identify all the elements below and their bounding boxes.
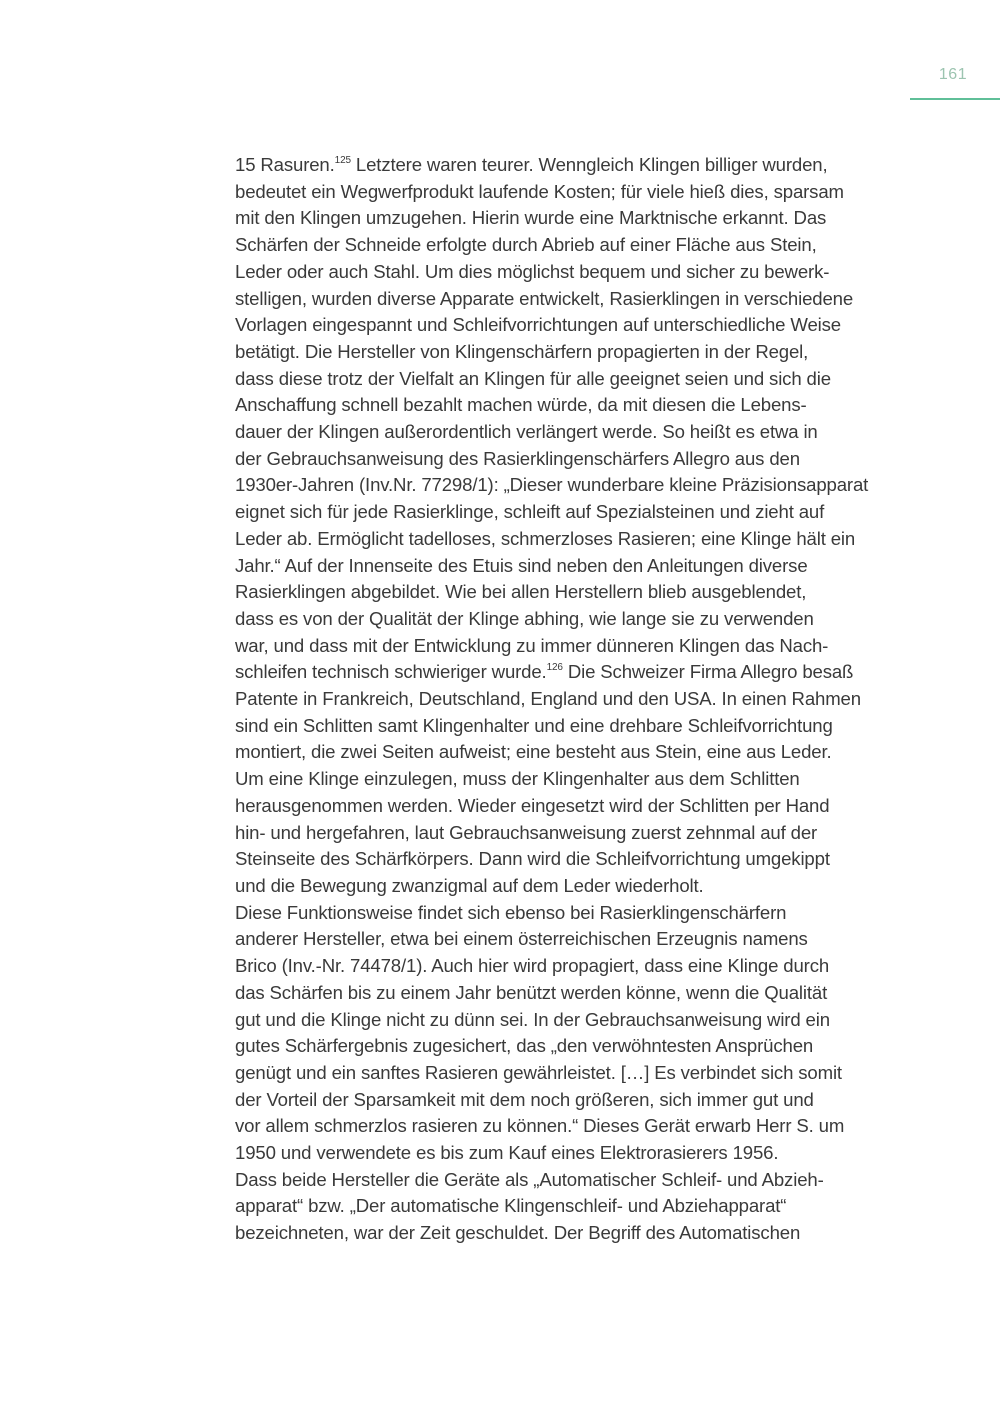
text-line xyxy=(235,633,905,660)
text-segment: Steinseite des Schärfkörpers. Dann wird die Schleifvorrichtung umgekippt xyxy=(235,848,830,870)
text-segment: Jahr.“ Auf der Innenseite des Etuis sind neben den Anleitungen diverse xyxy=(235,554,808,576)
text-segment: sind ein Schlitten samt Klingenhalter und eine drehbare Schleifvorrichtung xyxy=(235,714,833,736)
text-line xyxy=(235,1007,905,1034)
text-line xyxy=(235,286,905,313)
text-segment: Anschaffung schnell bezahlt machen würde, da mit diesen die Lebens- xyxy=(235,394,807,416)
text-line xyxy=(235,232,905,259)
text-segment: montiert, die zwei Seiten aufweist; eine besteht aus Stein, eine aus Leder. xyxy=(235,741,832,763)
text-segment: 1930er-Jahren (Inv.Nr. 77298/1): „Dieser wunderbare kleine Präzisionsapparat xyxy=(235,474,869,496)
text-line xyxy=(235,1140,905,1167)
text-segment: hin- und hergefahren, laut Gebrauchsanweisung zuerst zehnmal auf der xyxy=(235,821,818,843)
text-segment: Leder oder auch Stahl. Um dies möglichst bequem und sicher zu bewerk- xyxy=(235,260,830,282)
text-line xyxy=(235,446,905,473)
text-line xyxy=(235,1060,905,1087)
text-line xyxy=(235,205,905,232)
text-segment: stelligen, wurden diverse Apparate entwickelt, Rasierklingen in verschiedene xyxy=(235,287,854,309)
text-segment: schleifen technisch schwieriger wurde. xyxy=(235,661,547,683)
text-segment: gut und die Klinge nicht zu dünn sei. In der Gebrauchsanweisung wird ein xyxy=(235,1008,830,1030)
text-segment: Patente in Frankreich, Deutschland, England und den USA. In einen Rahmen xyxy=(235,688,861,710)
text-line xyxy=(235,366,905,393)
text-segment: war, und dass mit der Entwicklung zu immer dünneren Klingen das Nach- xyxy=(235,634,829,656)
text-line xyxy=(235,1033,905,1060)
text-segment: anderer Hersteller, etwa bei einem österreichischen Erzeugnis namens xyxy=(235,928,808,950)
text-line xyxy=(235,820,905,847)
text-line xyxy=(235,900,905,927)
text-line xyxy=(235,152,905,179)
text-segment: apparat“ bzw. „Der automatische Klingenschleif- und Abziehapparat“ xyxy=(235,1195,787,1217)
text-segment: vor allem schmerzlos rasieren zu können.“ Dieses Gerät erwarb Herr S. um xyxy=(235,1115,845,1137)
text-line xyxy=(235,980,905,1007)
text-segment: mit den Klingen umzugehen. Hierin wurde eine Marktnische erkannt. Das xyxy=(235,207,827,229)
text-line xyxy=(235,579,905,606)
text-segment: dass diese trotz der Vielfalt an Klingen für alle geeignet seien und sich die xyxy=(235,367,831,389)
text-segment: 15 Rasuren. xyxy=(235,154,335,175)
body-text xyxy=(235,152,905,1247)
text-segment: der Gebrauchsanweisung des Rasierklingenschärfers Allegro aus den xyxy=(235,447,800,469)
text-line xyxy=(235,793,905,820)
text-segment: dass es von der Qualität der Klinge abhing, wie lange sie zu verwenden xyxy=(235,607,814,629)
text-line xyxy=(235,1113,905,1140)
text-line xyxy=(235,499,905,526)
text-line xyxy=(235,419,905,446)
text-line xyxy=(235,392,905,419)
text-segment: und die Bewegung zwanzigmal auf dem Leder wiederholt. xyxy=(235,874,704,896)
footnote-marker: 126 xyxy=(546,662,563,674)
text-segment: herausgenommen werden. Wieder eingesetzt wird der Schlitten per Hand xyxy=(235,794,830,816)
footnote-marker: 125 xyxy=(334,155,351,166)
text-line xyxy=(235,472,905,499)
text-segment: Brico (Inv.-Nr. 74478/1). Auch hier wird propagiert, dass eine Klinge durch xyxy=(235,955,830,977)
text-segment: dauer der Klingen außerordentlich verlängert werde. So heißt es etwa in xyxy=(235,421,818,443)
text-segment: Vorlagen eingespannt und Schleifvorrichtungen auf unterschiedliche Weise xyxy=(235,314,841,336)
text-segment: genügt und ein sanftes Rasieren gewährleistet. […] Es verbindet sich somit xyxy=(235,1061,842,1083)
text-line xyxy=(235,766,905,793)
text-line xyxy=(235,553,905,580)
text-segment: Schärfen der Schneide erfolgte durch Abrieb auf einer Fläche aus Stein, xyxy=(235,234,817,256)
text-segment: 1950 und verwendete es bis zum Kauf eines Elektrorasierers 1956. xyxy=(235,1142,779,1164)
text-line xyxy=(235,1193,905,1220)
text-segment: eignet sich für jede Rasierklinge, schleift auf Spezialsteinen und zieht auf xyxy=(235,501,825,523)
text-segment: Um eine Klinge einzulegen, muss der Klingenhalter aus dem Schlitten xyxy=(235,768,800,790)
text-segment: Diese Funktionsweise findet sich ebenso bei Rasierklingenschärfern xyxy=(235,901,787,923)
text-segment: gutes Schärfergebnis zugesichert, das „den verwöhntesten Ansprüchen xyxy=(235,1035,814,1057)
text-line xyxy=(235,953,905,980)
text-segment: Rasierklingen abgebildet. Wie bei allen Herstellern blieb ausgeblendet, xyxy=(235,581,807,603)
header-rule xyxy=(910,98,1000,100)
text-segment: Dass beide Hersteller die Geräte als „Automatischer Schleif- und Abzieh- xyxy=(235,1168,824,1190)
text-line xyxy=(235,259,905,286)
text-segment: bedeutet ein Wegwerfprodukt laufende Kosten; für viele hieß dies, sparsam xyxy=(235,180,844,202)
text-segment: bezeichneten, war der Zeit geschuldet. Der Begriff des Automatischen xyxy=(235,1222,801,1244)
text-line xyxy=(235,606,905,633)
page-number: 161 xyxy=(938,66,968,83)
text-segment: betätigt. Die Hersteller von Klingenschärfern propagierten in der Regel, xyxy=(235,340,809,362)
text-segment: der Vorteil der Sparsamkeit mit dem noch größeren, sich immer gut und xyxy=(235,1088,814,1110)
text-line xyxy=(235,339,905,366)
text-line xyxy=(235,926,905,953)
text-line xyxy=(235,1167,905,1194)
text-line xyxy=(235,526,905,553)
text-line xyxy=(235,1220,905,1247)
text-line xyxy=(235,1087,905,1114)
text-line xyxy=(235,659,905,686)
text-line xyxy=(235,739,905,766)
text-line xyxy=(235,686,905,713)
text-segment: Leder ab. Ermöglicht tadelloses, schmerzloses Rasieren; eine Klinge hält ein xyxy=(235,527,856,549)
text-line xyxy=(235,873,905,900)
text-line xyxy=(235,179,905,206)
text-segment: das Schärfen bis zu einem Jahr benützt werden könne, wenn die Qualität xyxy=(235,981,828,1003)
text-line xyxy=(235,713,905,740)
text-segment: Die Schweizer Firma Allegro besaß xyxy=(562,661,854,683)
text-line xyxy=(235,846,905,873)
text-line xyxy=(235,312,905,339)
text-segment: Letztere waren teurer. Wenngleich Klingen billiger wurden, xyxy=(350,154,828,175)
